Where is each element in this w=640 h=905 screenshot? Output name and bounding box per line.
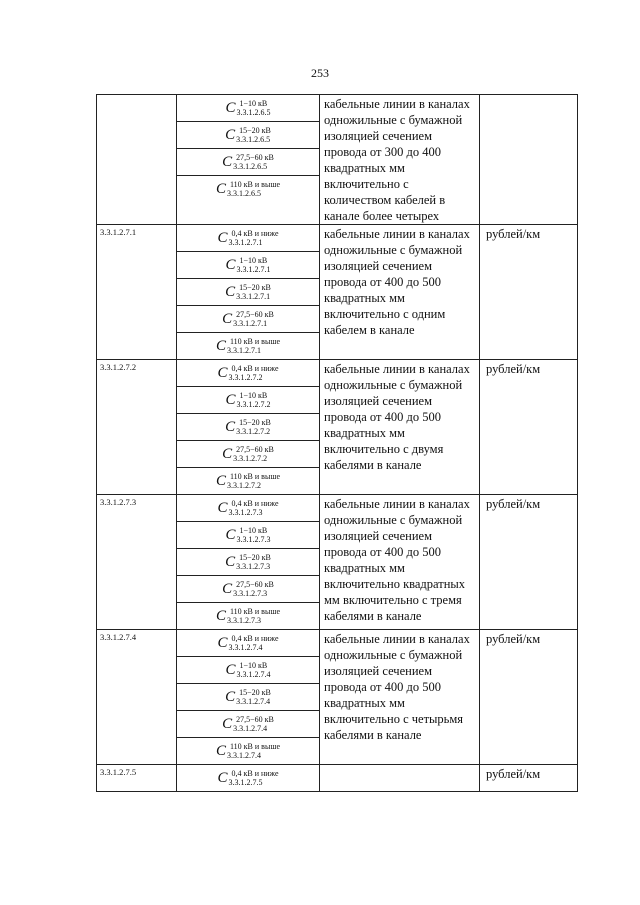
row-code: 3.3.1.2.7.3 [97, 495, 177, 630]
voltage-superscript: 0,4 кВ и ниже [231, 364, 279, 373]
rate-symbol-cell [177, 278, 319, 305]
rate-symbol-cell [177, 121, 319, 148]
rate-symbol-cell [177, 332, 319, 359]
voltage-superscript: 15−20 кВ [239, 553, 271, 562]
code-subscript: 3.3.1.2.7.4 [233, 724, 268, 733]
rate-symbol-cell [177, 95, 319, 121]
voltage-superscript: 110 кВ и выше [229, 472, 281, 481]
rate-symbol-letter: C [217, 364, 228, 381]
rate-symbol-cell [177, 737, 319, 764]
code-subscript: 3.3.1.2.7.5 [228, 778, 263, 787]
code-subscript: 3.3.1.2.6.5 [236, 108, 271, 117]
code-subscript: 3.3.1.2.7.1 [226, 346, 261, 355]
row-description: кабельные линии в каналах одножильные с бумажной изоляцией сечением провода от 400 до 500 квадратных мм включительно с одним кабелем в канале [320, 225, 480, 360]
rate-symbol [225, 391, 270, 409]
rate-symbol-cell [177, 575, 319, 602]
rate-symbol-letter: C [215, 337, 226, 354]
rate-symbol-letter: C [222, 715, 233, 732]
rate-symbols-cell [177, 630, 320, 765]
code-subscript: 3.3.1.2.7.3 [228, 508, 263, 517]
voltage-superscript: 15−20 кВ [239, 126, 271, 135]
row-unit [480, 95, 578, 225]
voltage-superscript: 15−20 кВ [239, 283, 271, 292]
table-row [97, 225, 578, 360]
voltage-superscript: 27,5−60 кВ [236, 715, 274, 724]
tariff-table-body [97, 95, 578, 792]
rate-symbol-indices [227, 472, 280, 490]
voltage-superscript: 27,5−60 кВ [236, 580, 274, 589]
rate-symbol [225, 126, 271, 144]
rate-symbol-cell [177, 765, 319, 791]
tariff-table [96, 94, 578, 792]
rate-symbol [222, 715, 274, 733]
code-subscript: 3.3.1.2.7.4 [228, 643, 263, 652]
rate-symbol-letter: C [225, 661, 236, 678]
voltage-superscript: 0,4 кВ и ниже [231, 229, 279, 238]
rate-symbol-indices [236, 126, 271, 144]
row-unit: рублей/км [480, 225, 578, 360]
rate-symbol-cell [177, 251, 319, 278]
rate-symbol-indices [228, 634, 278, 652]
rate-symbol [217, 634, 278, 652]
code-subscript: 3.3.1.2.7.3 [236, 562, 271, 571]
rate-symbol [225, 99, 270, 117]
rate-symbol [216, 337, 280, 355]
rate-symbol-cell [177, 440, 319, 467]
voltage-superscript: 110 кВ и выше [229, 337, 281, 346]
rate-symbols-cell [177, 360, 320, 495]
row-unit: рублей/км [480, 495, 578, 630]
rate-symbol-letter: C [215, 742, 226, 759]
rate-symbol-indices [233, 580, 274, 598]
rate-symbol-indices [236, 553, 271, 571]
rate-symbol-indices [237, 526, 271, 544]
rate-symbol-letter: C [225, 126, 236, 143]
voltage-superscript: 110 кВ и выше [229, 180, 281, 189]
rate-symbol-cell [177, 225, 319, 251]
row-description: кабельные линии в каналах одножильные с бумажной изоляцией сечением провода от 400 до 500 квадратных мм включительно с двумя кабелями в канале [320, 360, 480, 495]
rate-symbol [225, 283, 271, 301]
rate-symbol-indices [227, 742, 280, 760]
rate-symbol-indices [228, 499, 278, 517]
rate-symbol-cell [177, 467, 319, 494]
rate-symbol-indices [237, 661, 271, 679]
rate-symbol-letter: C [225, 391, 236, 408]
rate-symbol-cell [177, 656, 319, 683]
rate-symbol [216, 607, 280, 625]
rate-symbol-letter: C [225, 553, 236, 570]
row-unit: рублей/км [480, 630, 578, 765]
code-subscript: 3.3.1.2.7.2 [236, 400, 271, 409]
rate-symbol-letter: C [215, 472, 226, 489]
code-subscript: 3.3.1.2.7.1 [236, 265, 271, 274]
rate-symbol-letter: C [225, 99, 236, 116]
voltage-superscript: 1−10 кВ [239, 661, 268, 670]
table-row [97, 360, 578, 495]
row-description: кабельные линии в каналах одножильные с бумажной изоляцией сечением провода от 400 до 500 квадратных мм включительно с четырьмя кабелями в канале [320, 630, 480, 765]
code-subscript: 3.3.1.2.7.4 [226, 751, 261, 760]
voltage-superscript: 1−10 кВ [239, 391, 268, 400]
rate-symbol-cell [177, 386, 319, 413]
rate-symbols-cell [177, 495, 320, 630]
voltage-superscript: 27,5−60 кВ [236, 153, 274, 162]
rate-symbol-indices [233, 715, 274, 733]
rate-symbol [216, 472, 280, 490]
code-subscript: 3.3.1.2.7.1 [228, 238, 263, 247]
rate-symbol-letter: C [215, 180, 226, 197]
voltage-superscript: 0,4 кВ и ниже [231, 634, 279, 643]
rate-symbol-cell [177, 495, 319, 521]
rate-symbol-cell [177, 413, 319, 440]
rate-symbol-cell [177, 630, 319, 656]
rate-symbol-letter: C [225, 256, 236, 273]
rate-symbol-indices [236, 283, 271, 301]
rate-symbol [216, 742, 280, 760]
code-subscript: 3.3.1.2.6.5 [233, 162, 268, 171]
rate-symbol-indices [233, 310, 274, 328]
rate-symbol-letter: C [225, 418, 236, 435]
rate-symbol-letter: C [215, 607, 226, 624]
rate-symbol-indices [228, 229, 278, 247]
page-number: 253 [311, 66, 329, 80]
row-code: 3.3.1.2.7.2 [97, 360, 177, 495]
rate-symbol [217, 499, 278, 517]
rate-symbol-indices [237, 99, 271, 117]
voltage-superscript: 110 кВ и выше [229, 607, 281, 616]
rate-symbol [216, 180, 280, 198]
voltage-superscript: 0,4 кВ и ниже [231, 769, 279, 778]
rate-symbol-indices [233, 153, 274, 171]
rate-symbol-letter: C [217, 499, 228, 516]
code-subscript: 3.3.1.2.6.5 [226, 189, 261, 198]
rate-symbol-cell [177, 602, 319, 629]
rate-symbols-cell [177, 95, 320, 225]
code-subscript: 3.3.1.2.7.3 [226, 616, 261, 625]
rate-symbol-cell [177, 148, 319, 175]
voltage-superscript: 1−10 кВ [239, 526, 268, 535]
rate-symbol-indices [228, 364, 278, 382]
rate-symbol [225, 553, 271, 571]
rate-symbol-cell [177, 305, 319, 332]
rate-symbol-letter: C [225, 283, 236, 300]
rate-symbol-letter: C [222, 153, 233, 170]
voltage-superscript: 15−20 кВ [239, 418, 271, 427]
table-row [97, 95, 578, 225]
table-row [97, 495, 578, 630]
row-description: кабельные линии в каналах одножильные с бумажной изоляцией сечением провода от 300 до 400 квадратных мм включительно с количеством кабелей в канале более четырех [320, 95, 480, 225]
row-code: 3.3.1.2.7.1 [97, 225, 177, 360]
row-code: 3.3.1.2.7.5 [97, 765, 177, 792]
code-subscript: 3.3.1.2.7.3 [236, 535, 271, 544]
rate-symbol [222, 153, 274, 171]
rate-symbol-letter: C [217, 229, 228, 246]
rate-symbol [225, 526, 270, 544]
rate-symbol [225, 418, 271, 436]
rate-symbol-letter: C [225, 688, 236, 705]
rate-symbol-cell [177, 360, 319, 386]
code-subscript: 3.3.1.2.7.4 [236, 670, 271, 679]
rate-symbol-cell [177, 683, 319, 710]
voltage-superscript: 27,5−60 кВ [236, 445, 274, 454]
rate-symbol [222, 445, 274, 463]
code-subscript: 3.3.1.2.7.1 [236, 292, 271, 301]
rate-symbol-letter: C [222, 445, 233, 462]
rate-symbol-letter: C [222, 310, 233, 327]
rate-symbol-letter: C [217, 769, 228, 786]
code-subscript: 3.3.1.2.7.4 [236, 697, 271, 706]
code-subscript: 3.3.1.2.7.2 [236, 427, 271, 436]
voltage-superscript: 1−10 кВ [239, 99, 268, 108]
rate-symbols-cell [177, 225, 320, 360]
rate-symbol-indices [237, 256, 271, 274]
rate-symbol-indices [237, 391, 271, 409]
row-unit: рублей/км [480, 765, 578, 792]
rate-symbol-indices [227, 180, 280, 198]
rate-symbol-indices [233, 445, 274, 463]
rate-symbol [217, 364, 278, 382]
code-subscript: 3.3.1.2.7.2 [226, 481, 261, 490]
rate-symbol-indices [236, 688, 271, 706]
row-description: кабельные линии в каналах одножильные с бумажной изоляцией сечением провода от 400 до 500 квадратных мм включительно квадратных мм включительно с тремя кабелями в канале [320, 495, 480, 630]
rate-symbol [217, 769, 278, 787]
rate-symbol [222, 580, 274, 598]
rate-symbol-indices [227, 607, 280, 625]
rate-symbol [217, 229, 278, 247]
code-subscript: 3.3.1.2.7.2 [228, 373, 263, 382]
rate-symbol-cell [177, 175, 319, 202]
rate-symbol [225, 256, 270, 274]
code-subscript: 3.3.1.2.7.3 [233, 589, 268, 598]
rate-symbol-cell [177, 521, 319, 548]
table-row [97, 765, 578, 792]
voltage-superscript: 1−10 кВ [239, 256, 268, 265]
row-code [97, 95, 177, 225]
voltage-superscript: 15−20 кВ [239, 688, 271, 697]
rate-symbol-cell [177, 548, 319, 575]
code-subscript: 3.3.1.2.7.1 [233, 319, 268, 328]
row-code: 3.3.1.2.7.4 [97, 630, 177, 765]
rate-symbol [225, 661, 270, 679]
rate-symbol-letter: C [225, 526, 236, 543]
rate-symbol-indices [227, 337, 280, 355]
rate-symbol-cell [177, 710, 319, 737]
rate-symbol-indices [236, 418, 271, 436]
code-subscript: 3.3.1.2.6.5 [236, 135, 271, 144]
voltage-superscript: 0,4 кВ и ниже [231, 499, 279, 508]
code-subscript: 3.3.1.2.7.2 [233, 454, 268, 463]
row-unit: рублей/км [480, 360, 578, 495]
voltage-superscript: 110 кВ и выше [229, 742, 281, 751]
table-row [97, 630, 578, 765]
voltage-superscript: 27,5−60 кВ [236, 310, 274, 319]
row-description [320, 765, 480, 792]
rate-symbol [222, 310, 274, 328]
rate-symbols-cell [177, 765, 320, 792]
rate-symbol [225, 688, 271, 706]
rate-symbol-indices [228, 769, 278, 787]
rate-symbol-letter: C [217, 634, 228, 651]
rate-symbol-letter: C [222, 580, 233, 597]
